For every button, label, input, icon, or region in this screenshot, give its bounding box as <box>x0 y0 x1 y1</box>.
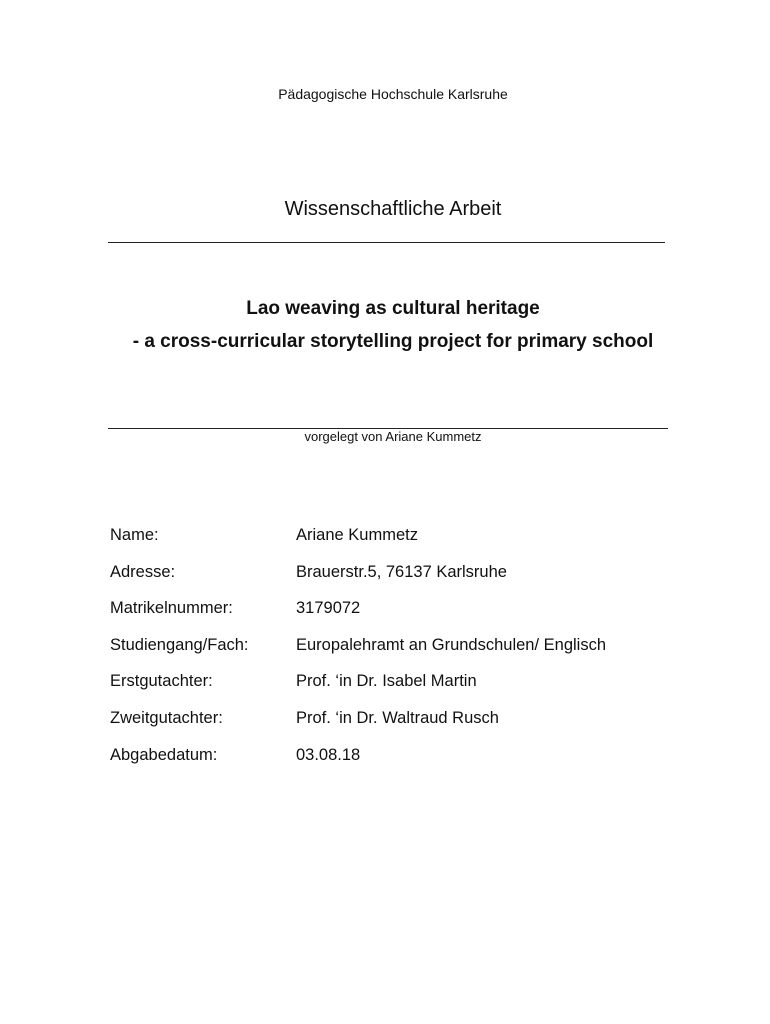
thesis-title: Lao weaving as cultural heritage <box>246 298 540 319</box>
detail-label: Adresse: <box>110 562 176 581</box>
detail-row-submission-date <box>110 746 710 783</box>
detail-label: Abgabedatum: <box>110 745 218 764</box>
author-details <box>110 526 710 782</box>
detail-value: Ariane Kummetz <box>296 526 418 544</box>
detail-label: Name: <box>110 526 159 544</box>
thesis-subtitle: - a cross-curricular storytelling project for primary school <box>132 331 654 352</box>
detail-value: 3179072 <box>296 599 361 618</box>
detail-row-second-reviewer <box>110 709 710 746</box>
detail-row-matriculation <box>110 599 710 636</box>
detail-label: Zweitgutachter: <box>110 708 223 727</box>
detail-label: Erstgutachter: <box>110 672 213 691</box>
detail-row-first-reviewer <box>110 672 710 709</box>
detail-row-program <box>110 636 710 673</box>
submitted-by: vorgelegt von Ariane Kummetz <box>304 429 482 444</box>
institution-name: Pädagogische Hochschule Karlsruhe <box>278 86 508 102</box>
detail-value: Prof. ‘in Dr. Isabel Martin <box>296 672 477 691</box>
detail-row-name <box>110 526 710 563</box>
detail-row-address <box>110 563 710 600</box>
document-type: Wissenschaftliche Arbeit <box>284 198 502 220</box>
top-divider <box>108 242 665 243</box>
detail-label: Studiengang/Fach: <box>110 635 249 654</box>
detail-value: Brauerstr.5, 76137 Karlsruhe <box>296 562 507 581</box>
detail-value: Prof. ‘in Dr. Waltraud Rusch <box>296 708 499 727</box>
detail-value: 03.08.18 <box>296 745 361 764</box>
detail-value: Europalehramt an Grundschulen/ Englisch <box>296 635 607 654</box>
detail-label: Matrikelnummer: <box>110 599 233 618</box>
